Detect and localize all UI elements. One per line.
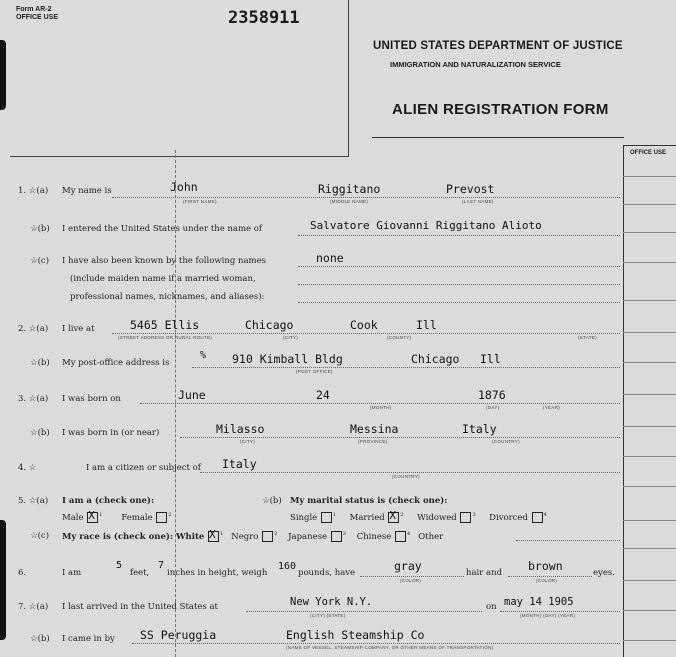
q4-number: 4. ☆ [18, 463, 37, 473]
cap-port: (CITY) (STATE) [310, 613, 346, 618]
q4-label: I am a citizen or subject of [86, 463, 201, 473]
cap-city: (CITY) [283, 335, 299, 340]
office-col-rule [623, 232, 676, 233]
q1b-line [298, 235, 620, 236]
race-negro-checkbox[interactable] [262, 531, 273, 542]
q5c-number: ☆(c) [30, 531, 50, 541]
race-options-row [62, 528, 444, 542]
q1a-label: My name is [62, 186, 112, 196]
form-title: ALIEN REGISTRATION FORM [392, 101, 609, 118]
q1a-number: 1. ☆(a) [18, 186, 49, 196]
office-use-column-label: OFFICE USE [629, 150, 666, 156]
q7a-number: 7. ☆(a) [18, 602, 49, 612]
q7a-label: I last arrived in the United States at [62, 602, 218, 612]
office-col-rule [623, 300, 676, 301]
last-name-value: Prevost [446, 182, 495, 196]
feet-label: feet, [130, 568, 150, 578]
q6-number: 6. [18, 568, 27, 578]
eye-color-value: brown [528, 559, 563, 573]
height-inches-value: 7 [158, 560, 165, 571]
q1c-label-1: I have also been known by the following names [62, 256, 266, 266]
height-feet-value: 5 [116, 560, 123, 571]
cap-month: (MONTH) [370, 405, 392, 410]
county-value: Cook [350, 318, 378, 332]
sex-female-checkbox[interactable] [156, 512, 167, 523]
sup-4: 4 [543, 512, 547, 519]
cap-first-name: (FIRST NAME) [183, 199, 217, 204]
q2b-number: ☆(b) [30, 358, 50, 368]
q3b-line [180, 437, 620, 438]
citizenship-value: Italy [222, 457, 257, 471]
q2b-label: My post-office address is [62, 358, 170, 368]
office-col-rule [623, 486, 676, 487]
sup-1: 1 [220, 531, 224, 538]
q3a-label: I was born on [62, 394, 121, 404]
cap-country: (COUNTRY) [492, 439, 520, 444]
eyes-line [508, 576, 592, 577]
weight-value: 160 [278, 561, 297, 572]
sup-2: 2 [400, 512, 404, 519]
q3a-number: 3. ☆(a) [18, 394, 49, 404]
sup-2: 2 [274, 531, 278, 538]
cap-last-name: (LAST NAME) [462, 199, 494, 204]
q6-i-am: I am [62, 568, 82, 578]
other-names-value: none [316, 251, 344, 265]
cap-province: (PROVINCE) [358, 439, 388, 444]
q7a-port-line [246, 611, 482, 612]
q1c-label-2: (include maiden name if a married woman, [70, 274, 256, 284]
q3a-line [140, 403, 620, 404]
q1c-line-3 [298, 302, 620, 303]
q5b-label: My marital status is (check one): [290, 496, 448, 506]
form-number: Form AR-2 [16, 6, 52, 13]
q1b-label: I entered the United States under the name of [62, 224, 263, 234]
q5b-number: ☆(b) [262, 496, 282, 506]
cap-birth-city: (CITY) [240, 439, 256, 444]
race-other-label: Other [418, 532, 444, 542]
q5a-number: 5. ☆(a) [18, 496, 49, 506]
cap-citizenship: (COUNTRY) [392, 474, 420, 479]
q2a-line [112, 333, 620, 334]
q4-line [200, 472, 620, 473]
q2a-label: I live at [62, 324, 95, 334]
marital-single-label: Single [290, 513, 318, 523]
marital-options-row [290, 509, 547, 523]
q3b-label: I was born in (or near) [62, 428, 160, 438]
q7b-number: ☆(b) [30, 634, 50, 644]
ship-value: SS Peruggia [140, 628, 217, 642]
q2a-number: 2. ☆(a) [18, 324, 49, 334]
cap-arrival-date: (MONTH) (DAY) (YEAR) [520, 613, 576, 618]
office-col-rule [623, 456, 676, 457]
birth-month-value: June [178, 388, 206, 402]
q1b-number: ☆(b) [30, 224, 50, 234]
service-title: IMMIGRATION AND NATURALIZATION SERVICE [390, 60, 561, 69]
sex-male-mark: X [88, 509, 95, 522]
cap-street: (STREET ADDRESS OR RURAL ROUTE) [118, 335, 213, 340]
race-chinese-checkbox[interactable] [395, 531, 406, 542]
cap-hair-color: (COLOR) [400, 578, 422, 583]
hair-line [360, 576, 464, 577]
arrival-date-value: may 14 1905 [504, 596, 574, 608]
q1c-line-1 [298, 266, 620, 267]
q1c-number: ☆(c) [30, 256, 50, 266]
race-chinese-label: Chinese [356, 532, 392, 542]
q5a-label: I am a (check one): [62, 496, 155, 506]
race-japanese-label: Japanese [288, 532, 327, 542]
sup-1: 1 [99, 512, 103, 519]
birth-city-value: Milasso [216, 422, 265, 436]
race-white-checkbox[interactable] [208, 528, 219, 542]
street-value: 5465 Ellis [130, 318, 200, 332]
sup-2: 2 [168, 512, 172, 519]
office-col-rule [623, 640, 676, 641]
cap-middle-name: (MIDDLE NAME) [330, 199, 369, 204]
office-col-rule [623, 204, 676, 205]
inches-label: inches in height, weigh [167, 568, 268, 578]
steamship-company-value: English Steamship Co [286, 628, 425, 642]
sex-options-row [62, 509, 172, 523]
post-care-of: % [200, 350, 207, 361]
q3b-number: ☆(b) [30, 428, 50, 438]
q2b-line [192, 367, 620, 368]
sex-female-label: Female [121, 513, 153, 523]
arrival-port-value: New York N.Y. [290, 596, 373, 608]
state-value: Ill [416, 318, 437, 332]
race-japanese-checkbox[interactable] [331, 531, 342, 542]
office-box-bottom-border [10, 156, 349, 157]
scan-edge-mark-bottom [0, 520, 6, 640]
birth-country-value: Italy [462, 422, 497, 436]
marital-divorced-label: Divorced [489, 513, 528, 523]
first-name-value: John [170, 180, 198, 194]
post-state-value: Ill [480, 352, 501, 366]
eyes-label: eyes. [593, 568, 615, 578]
cap-post-office: (POST OFFICE) [296, 369, 333, 374]
race-label: My race is (check one): White [62, 532, 205, 542]
marital-widowed-checkbox[interactable] [460, 512, 471, 523]
cap-eye-color: (COLOR) [536, 578, 558, 583]
entered-name-value: Salvatore Giovanni Riggitano Alioto [310, 219, 542, 232]
hair-color-value: gray [394, 559, 422, 573]
office-col-rule [623, 548, 676, 549]
cap-state: (STATE) [578, 335, 597, 340]
q7a-date-line [500, 611, 620, 612]
cap-year: (YEAR) [543, 405, 561, 410]
marital-divorced-checkbox[interactable] [532, 512, 543, 523]
cap-county: (COUNTY) [387, 335, 412, 340]
post-city-value: Chicago [411, 352, 460, 366]
office-col-rule [623, 580, 676, 581]
sex-male-checkbox[interactable] [87, 509, 98, 523]
post-building-value: 910 Kimball Bldg [232, 352, 343, 366]
pounds-label: pounds, have [298, 568, 356, 578]
birth-year-value: 1876 [478, 388, 506, 402]
arrival-on-label: on [486, 602, 497, 612]
cap-day: (DAY) [486, 405, 500, 410]
race-other-line [516, 540, 620, 541]
q1c-line-2 [298, 284, 620, 285]
office-col-rule [623, 394, 676, 395]
marital-widowed-label: Widowed [417, 513, 457, 523]
marital-married-label: Married [349, 513, 385, 523]
department-title: UNITED STATES DEPARTMENT OF JUSTICE [373, 40, 623, 52]
office-col-rule [623, 262, 676, 263]
sup-3: 3 [472, 512, 476, 519]
hair-label: hair and [466, 568, 503, 578]
office-col-rule [623, 520, 676, 521]
scan-edge-mark-top [0, 40, 6, 110]
office-col-rule [623, 176, 676, 177]
sup-1: 1 [332, 512, 337, 519]
q1c-label-3: professional names, nicknames, and aliases): [70, 292, 265, 302]
q7b-label: I came in by [62, 634, 115, 644]
office-box-right-border [348, 0, 349, 156]
office-col-rule [623, 332, 676, 333]
title-underline [372, 137, 624, 138]
sup-3: 3 [342, 531, 346, 538]
middle-name-value: Riggitano [318, 182, 381, 196]
city-value: Chicago [245, 318, 294, 332]
race-white-mark: X [209, 528, 216, 541]
race-negro-label: Negro [231, 532, 259, 542]
office-col-rule [623, 610, 676, 611]
marital-single-checkbox[interactable] [321, 512, 332, 523]
cap-vessel: (NAME OF VESSEL, STEAMSHIP COMPANY, OR OTHER MEANS OF TRANSPORTATION) [286, 645, 494, 650]
q7b-line [132, 643, 620, 644]
office-col-rule [623, 426, 676, 427]
sex-male-label: Male [62, 513, 84, 523]
serial-number: 2358911 [228, 8, 300, 28]
office-col-rule [623, 362, 676, 363]
office-use-top-label: OFFICE USE [16, 14, 59, 21]
birth-day-value: 24 [316, 388, 330, 402]
q1a-line [112, 197, 620, 198]
sup-4: 4 [406, 531, 411, 538]
marital-married-mark: X [389, 509, 397, 522]
marital-married-checkbox[interactable] [388, 509, 399, 523]
birth-province-value: Messina [350, 422, 399, 436]
